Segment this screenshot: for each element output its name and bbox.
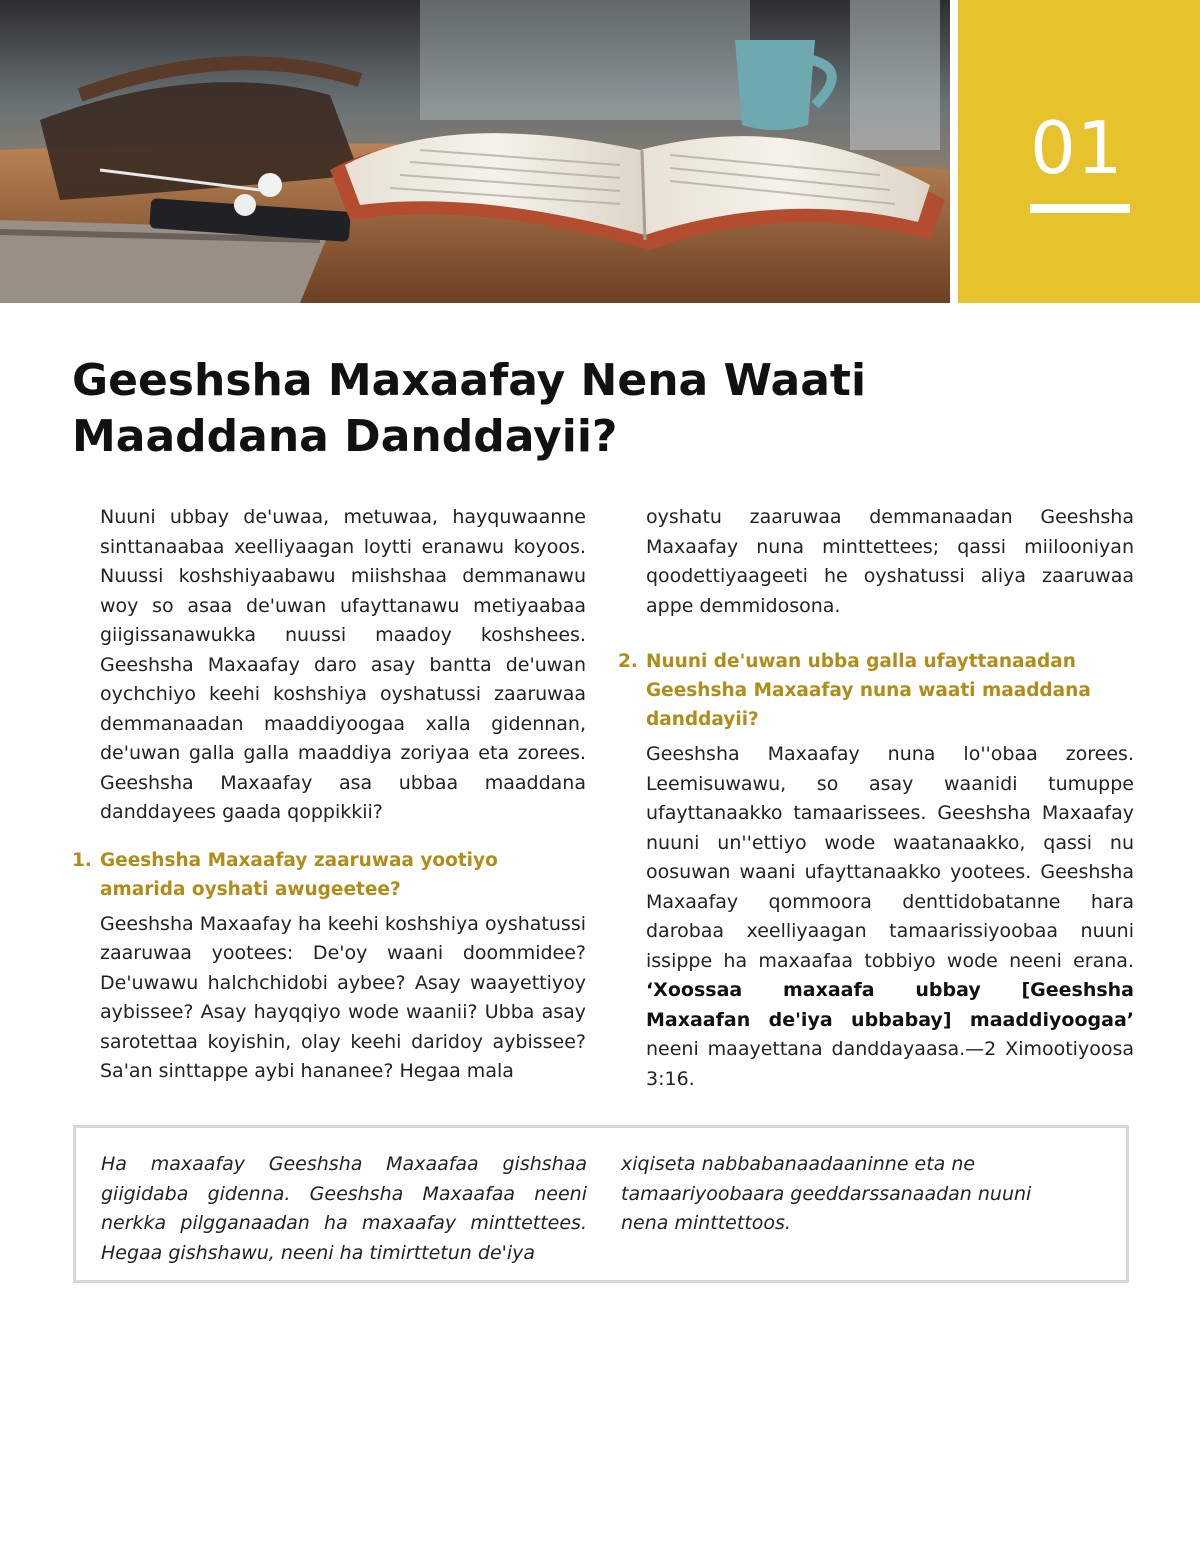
hero-photo — [0, 0, 950, 303]
note-text-right: xiqiseta nabbabanaadaaninne eta ne tamaariyoobaara geeddarssanaadan nuuni nena minttettoos. — [621, 1153, 1032, 1234]
lesson-number-underline — [1030, 204, 1130, 213]
right-column — [646, 503, 1134, 621]
question-1-heading — [72, 846, 586, 904]
answer-citation: neeni maayettana danddayaasa.—2 Ximootiyoosa 3:16. — [646, 1038, 1134, 1090]
question-1-answer-continued: oyshatu zaaruwaa demmanaadan Geeshsha Maxaafay nuna minttettees; qassi miilooniyan qoodettiyaageeti he oyshatussi aliya zaaruwaa appe demmidosona. — [646, 506, 1134, 617]
question-number: 1. — [72, 849, 92, 871]
lesson-number: 01 — [1030, 106, 1124, 190]
intro-paragraph: Nuuni ubbay de'uwaa, metuwaa, hayquwaanne sinttanaabaa xeelliyaagan loytti eranawu koyoos. Nuussi koshshiyaabawu miishshaa demmanawu woy so asaa de'uwan ufayttanawu metiyaabaa giigissanawukka nuussi maadoy koshshees. Geeshsha Maxaafay daro asay bantta de'uwan oychchiyo keehi koshshiya oyshatussi zaaruwaa demmanaadan maaddiyoogaa xalla gidennan, de'uwan galla galla maaddiya zoriyaa eta zorees. Geeshsha Maxaafay asa ubbaa maaddana danddayees gaada qoppikkii? — [100, 506, 586, 823]
question-number: 2. — [618, 651, 638, 672]
hero-illustration — [0, 0, 950, 303]
question-text: Nuuni de'uwan ubba galla ufayttanaadan Geeshsha Maxaafay nuna waati maaddana danddayii? — [646, 651, 1091, 730]
left-column — [72, 503, 586, 1087]
question-2-heading — [618, 647, 1134, 734]
page-title: Geeshsha Maxaafay Nena Waati Maaddana Danddayii? — [72, 355, 867, 462]
note-text-left: Ha maxaafay Geeshsha Maxaafaa gishshaa giigidaba gidenna. Geeshsha Maxaafaa neeni nerkka pilgganaadan ha maxaafay minttettees. Hegaa gishshawu, neeni ha timirttetun de'iya — [101, 1153, 587, 1264]
scripture-quote: ‘Xoossaa maxaafa ubbay [Geeshsha Maxaafan de'iya ubbabay] maaddiyoogaa’ — [646, 979, 1134, 1031]
question-2-answer — [646, 740, 1134, 1094]
answer-text: Geeshsha Maxaafay nuna lo''obaa zorees. Leemisuwawu, so asay waanidi tumuppe ufayttanaakko tamaarissees. Geeshsha Maxaafay nuuni un''ettiyo wode waatanaakko, qassi nu oosuwan waani ufayttanaakko yootees. Geeshsha Maxaafay qommoora denttidobatanne hara darobaa xeelliyaagan tamaarissiyoobaa nuuni issippe ha maxaafaa tobbiyo wode neeni erana. — [646, 743, 1134, 972]
question-1-answer: Geeshsha Maxaafay ha keehi koshshiya oyshatussi zaaruwaa yootees: De'oy waani doommidee? De'uwawu halchchidobi aybee? Asay waayettiyoy aybissee? Asay hayqqiyo wode waanii? Ubba asay sarotettaa koyishin, olay keehi daridoy aybissee? Sa'an sinttappe aybi hananee? Hegaa mala — [100, 912, 586, 1082]
note-box — [73, 1125, 1129, 1283]
question-2-block — [618, 647, 1134, 1094]
question-text: Geeshsha Maxaafay zaaruwaa yootiyo amarida oyshati awugeetee? — [100, 849, 498, 900]
lesson-number-tab — [958, 0, 1200, 303]
